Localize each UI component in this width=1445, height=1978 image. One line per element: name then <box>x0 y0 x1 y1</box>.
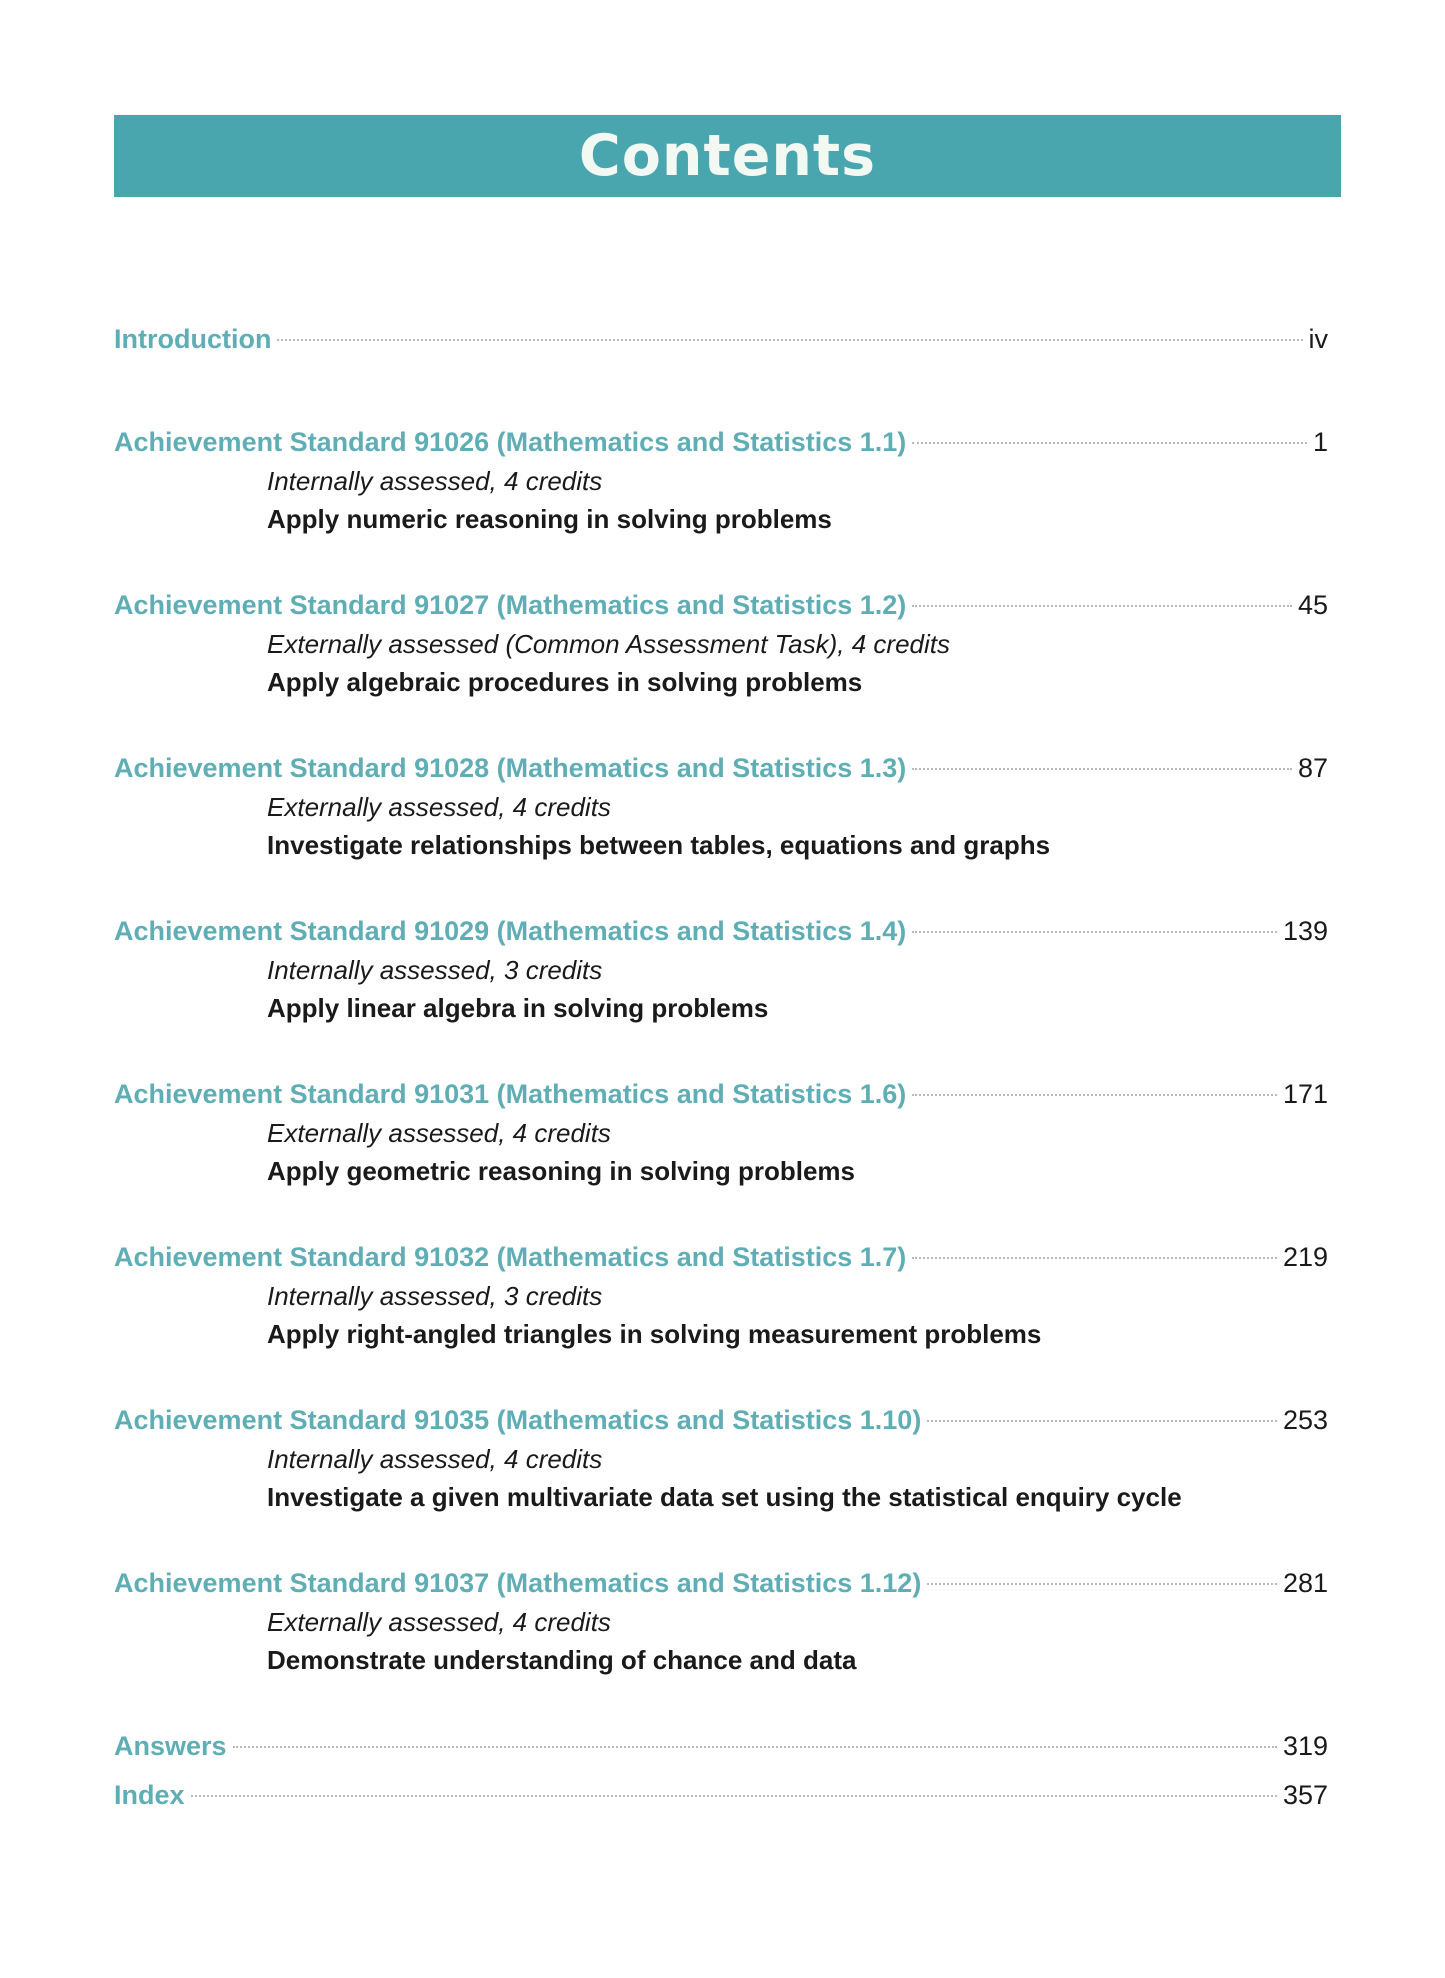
dot-leader <box>233 1746 1277 1748</box>
dot-leader <box>912 1094 1277 1096</box>
toc-page-number: iv <box>1308 324 1328 354</box>
standard-description: Investigate relationships between tables, equations and graphs <box>267 830 1051 860</box>
dot-leader <box>912 605 1292 607</box>
dot-leader <box>927 1583 1277 1585</box>
standard-description: Investigate a given multivariate data set using the statistical enquiry cycle <box>267 1482 1182 1512</box>
assessment-info: Internally assessed, 3 credits <box>267 1281 603 1311</box>
toc-page-number: 139 <box>1282 916 1328 946</box>
toc-entry-standard[interactable] <box>114 1237 1341 1353</box>
assessment-info: Internally assessed, 4 credits <box>267 1444 603 1474</box>
standard-description: Apply right-angled triangles in solving measurement problems <box>267 1319 1042 1349</box>
toc-entry-title[interactable]: Achievement Standard 91035 (Mathematics and Statistics 1.10) <box>114 1405 922 1435</box>
dot-leader <box>912 442 1307 444</box>
dot-leader <box>912 1257 1277 1259</box>
toc-entry-title[interactable]: Achievement Standard 91028 (Mathematics and Statistics 1.3) <box>114 753 907 783</box>
toc-entry-title[interactable]: Achievement Standard 91027 (Mathematics and Statistics 1.2) <box>114 590 907 620</box>
toc-entry-answers[interactable] <box>114 1726 1341 1766</box>
toc-entry-standard[interactable] <box>114 1074 1341 1190</box>
toc-entry-title[interactable]: Answers <box>114 1731 227 1761</box>
toc-entry-title[interactable]: Achievement Standard 91037 (Mathematics and Statistics 1.12) <box>114 1568 922 1598</box>
toc-page-number: 171 <box>1282 1079 1328 1109</box>
assessment-info: Internally assessed, 3 credits <box>267 955 603 985</box>
toc-entry-standard[interactable] <box>114 422 1341 538</box>
standard-description: Demonstrate understanding of chance and data <box>267 1645 857 1675</box>
toc-entry-title[interactable]: Achievement Standard 91029 (Mathematics and Statistics 1.4) <box>114 916 907 946</box>
toc-entry-standard[interactable] <box>114 748 1341 864</box>
dot-leader <box>927 1420 1277 1422</box>
toc-entry-title[interactable]: Achievement Standard 91032 (Mathematics and Statistics 1.7) <box>114 1242 907 1272</box>
dot-leader <box>191 1795 1277 1797</box>
toc-page-number: 45 <box>1297 590 1328 620</box>
toc-entry-title[interactable]: Achievement Standard 91031 (Mathematics and Statistics 1.6) <box>114 1079 907 1109</box>
toc-entry-standard[interactable] <box>114 911 1341 1027</box>
toc-entry-introduction[interactable] <box>114 319 1341 359</box>
standard-description: Apply geometric reasoning in solving problems <box>267 1156 855 1186</box>
standard-description: Apply numeric reasoning in solving problems <box>267 504 832 534</box>
toc-entry-index[interactable] <box>114 1775 1341 1815</box>
toc-entry-title[interactable]: Index <box>114 1780 185 1810</box>
toc-page-number: 253 <box>1282 1405 1328 1435</box>
toc-page-number: 219 <box>1282 1242 1328 1272</box>
toc-page-number: 87 <box>1297 753 1328 783</box>
toc-page-number: 1 <box>1312 427 1328 457</box>
standard-description: Apply algebraic procedures in solving problems <box>267 667 863 697</box>
toc-entry-standard[interactable] <box>114 1400 1341 1516</box>
assessment-info: Externally assessed (Common Assessment Task), 4 credits <box>267 629 950 659</box>
dot-leader <box>277 339 1302 341</box>
toc-page-number: 357 <box>1282 1780 1328 1810</box>
toc-entry-title[interactable]: Achievement Standard 91026 (Mathematics and Statistics 1.1) <box>114 427 907 457</box>
dot-leader <box>912 768 1292 770</box>
page-title: Contents <box>578 122 877 189</box>
contents-banner <box>114 115 1341 197</box>
assessment-info: Externally assessed, 4 credits <box>267 792 611 822</box>
assessment-info: Externally assessed, 4 credits <box>267 1118 611 1148</box>
assessment-info: Externally assessed, 4 credits <box>267 1607 611 1637</box>
toc-page-number: 281 <box>1282 1568 1328 1598</box>
toc-entry-standard[interactable] <box>114 1563 1341 1679</box>
assessment-info: Internally assessed, 4 credits <box>267 466 603 496</box>
standard-description: Apply linear algebra in solving problems <box>267 993 769 1023</box>
toc-entry-title[interactable]: Introduction <box>114 324 272 354</box>
toc-page-number: 319 <box>1282 1731 1328 1761</box>
contents-page <box>114 115 1341 1810</box>
dot-leader <box>912 931 1277 933</box>
toc-entry-standard[interactable] <box>114 585 1341 701</box>
